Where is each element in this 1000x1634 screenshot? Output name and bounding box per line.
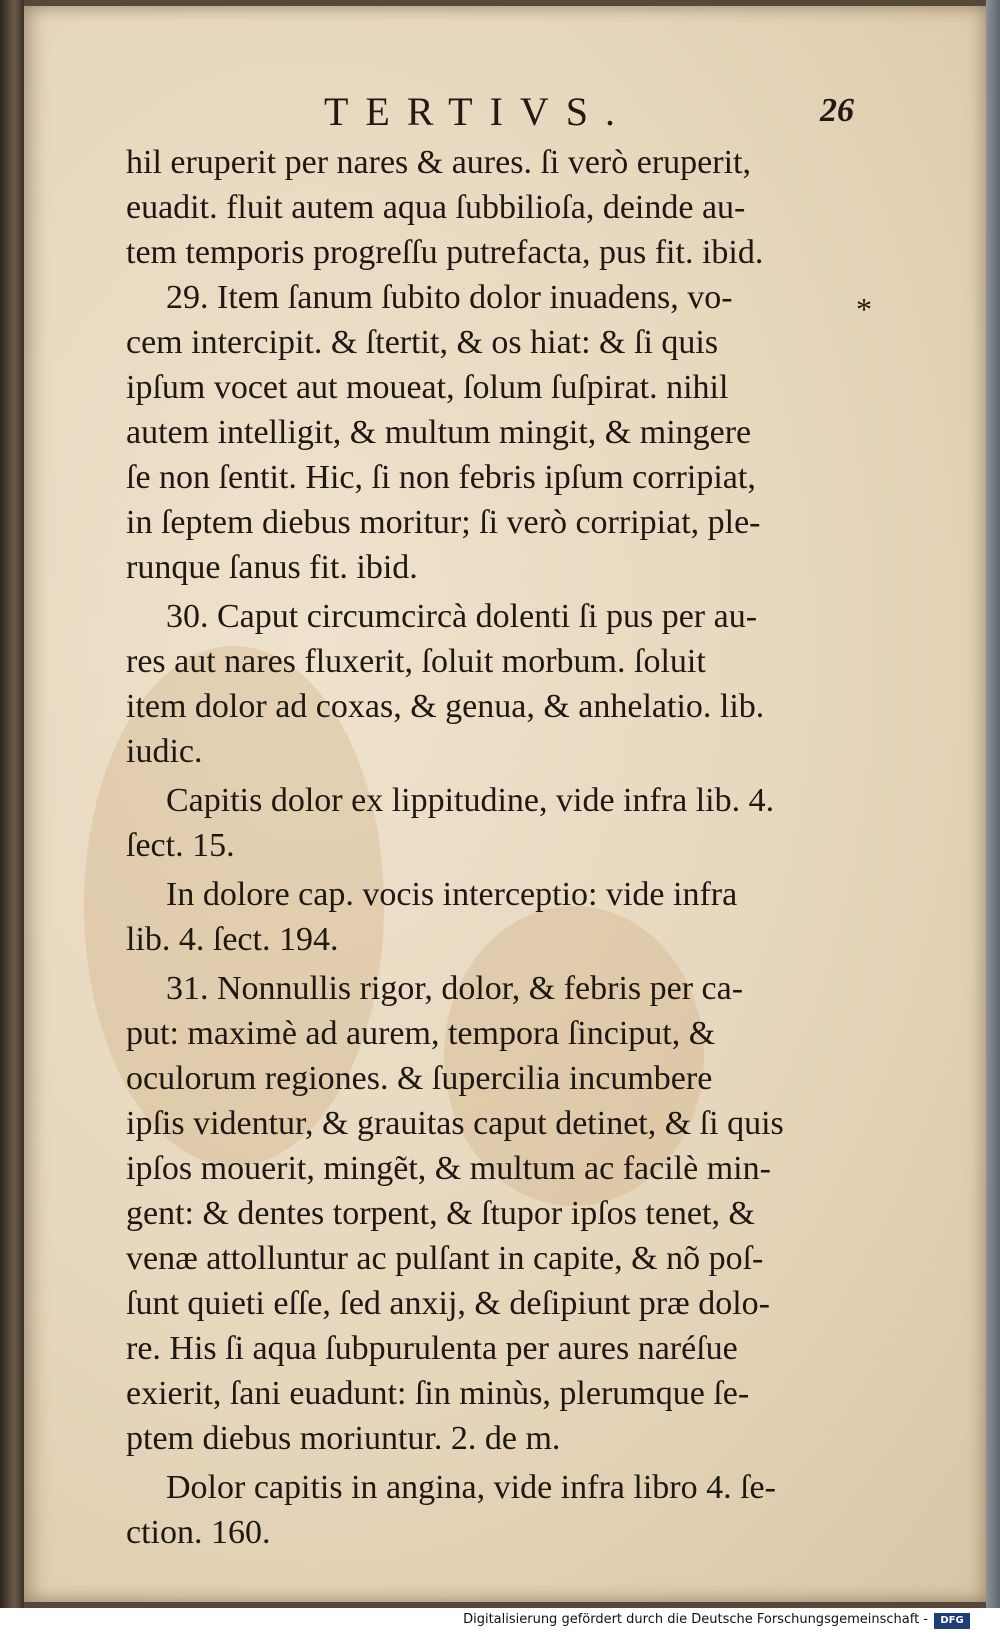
running-title: TERTIVS.: [324, 89, 633, 134]
page-header: [24, 88, 986, 138]
text-line: re. His ſi aqua ſubpurulenta per aures naréſue: [126, 1330, 738, 1367]
text-line: lib. 4. ſect. 194.: [126, 921, 339, 958]
text-line: runque ſanus fit. ibid.: [126, 549, 418, 586]
funding-credit: Digitalisierung gefördert durch die Deutsche Forschungsgemeinschaft -: [463, 1612, 928, 1627]
text-line: tem temporis progreſſu putrefacta, pus fit. ibid.: [126, 234, 764, 271]
book-page: [24, 6, 986, 1602]
text-line: Dolor capitis in angina, vide infra libro 4. ſe-: [166, 1469, 776, 1506]
text-line: put: maximè ad aurem, tempora ſinciput, &: [126, 1015, 716, 1052]
text-line: In dolore cap. vocis interceptio: vide infra: [166, 876, 738, 913]
text-line: ſunt quieti eſſe, ſed anxij, & deſipiunt præ dolo-: [126, 1285, 771, 1322]
text-line: Capitis dolor ex lippitudine, vide infra lib. 4.: [166, 782, 775, 819]
text-line: oculorum regiones. & ſupercilia incumbere: [126, 1060, 713, 1097]
text-line: cem intercipit. & ſtertit, & os hiat: & ſi quis: [126, 324, 719, 361]
text-line: gent: & dentes torpent, & ſtupor ipſos tenet, &: [126, 1195, 755, 1232]
text-line: 31. Nonnullis rigor, dolor, & febris per ca-: [166, 970, 744, 1007]
text-line: res aut nares fluxerit, ſoluit morbum. ſoluit: [126, 643, 706, 680]
text-line: autem intelligit, & multum mingit, & mingere: [126, 414, 752, 451]
text-line: in ſeptem diebus moritur; ſi verò corripiat, ple-: [126, 504, 761, 541]
text-line: ipſum vocet aut moueat, ſolum ſuſpirat. nihil: [126, 369, 729, 406]
text-line: ction. 160.: [126, 1514, 271, 1551]
text-line: hil eruperit per nares & aures. ſi verò eruperit,: [126, 144, 751, 181]
page-number: 26: [820, 92, 854, 129]
text-line: ſe non ſentit. Hic, ſi non febris ipſum corripiat,: [126, 459, 756, 496]
text-line: ptem diebus moriuntur. 2. de m.: [126, 1420, 561, 1457]
text-line: iudic.: [126, 733, 203, 770]
text-line: ipſos mouerit, mingẽt, & multum ac facilè min-: [126, 1150, 771, 1187]
book-spine-edge: [0, 0, 24, 1608]
margin-asterisk: *: [856, 291, 872, 327]
footer-bar: [0, 1608, 1000, 1634]
scan-right-edge: [986, 0, 1000, 1608]
text-line: exierit, ſani euadunt: ſin minùs, plerumque ſe-: [126, 1375, 750, 1412]
text-line: euadit. fluit autem aqua ſubbilioſa, deinde au-: [126, 189, 746, 226]
text-line: 29. Item ſanum ſubito dolor inuadens, vo-: [166, 279, 733, 316]
dfg-logo-icon: DFG: [934, 1613, 970, 1629]
text-line: venæ attolluntur ac pulſant in capite, & nõ poſ-: [126, 1240, 764, 1277]
text-line: ſect. 15.: [126, 827, 235, 864]
body-text: [126, 140, 862, 1555]
text-line: item dolor ad coxas, & genua, & anhelatio. lib.: [126, 688, 765, 725]
text-line: ipſis videntur, & grauitas caput detinet, & ſi quis: [126, 1105, 784, 1142]
text-line: 30. Caput circumcircà dolenti ſi pus per au-: [166, 598, 758, 635]
